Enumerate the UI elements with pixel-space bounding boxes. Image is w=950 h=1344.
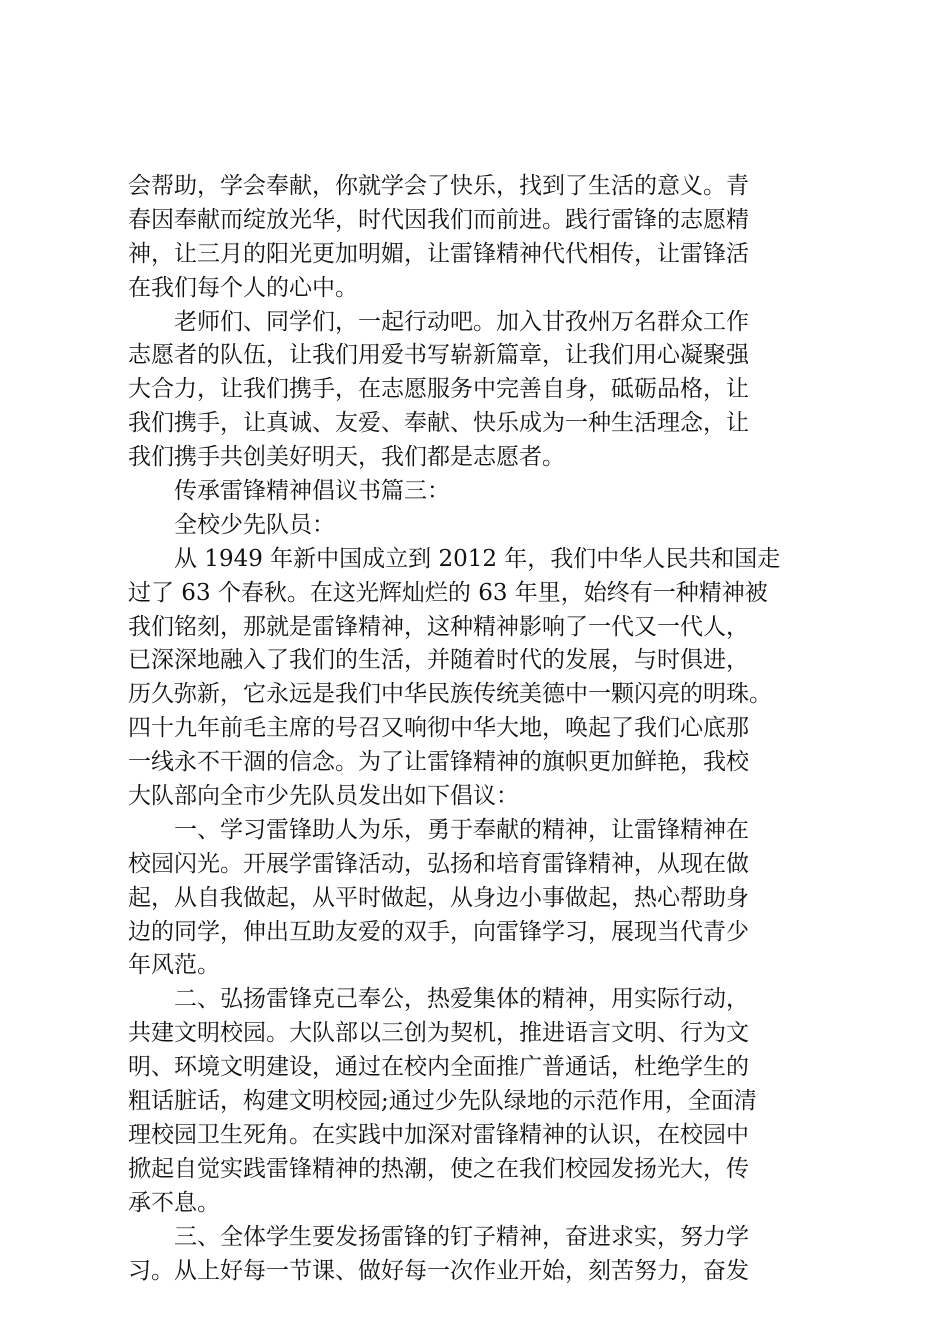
text-line: 四十九年前毛主席的号召又响彻中华大地，唤起了我们心底那	[128, 715, 749, 742]
text-line: 边的同学，伸出互助友爱的双手，向雷锋学习，展现当代青少	[128, 918, 749, 945]
document-body	[128, 170, 828, 1288]
section-heading: 传承雷锋精神倡议书篇三：	[174, 478, 450, 505]
paragraph-start-line: 一、学习雷锋助人为乐，勇于奉献的精神，让雷锋精神在	[174, 816, 749, 843]
text-line: 理校园卫生死角。在实践中加深对雷锋精神的认识，在校园中	[128, 1121, 749, 1148]
text-line: 一线永不干涸的信念。为了让雷锋精神的旗帜更加鲜艳，我校	[128, 749, 749, 776]
text-line: 过了 63 个春秋。在这光辉灿烂的 63 年里，始终有一种精神被	[128, 579, 768, 606]
paragraph-start-line: 二、弘扬雷锋克己奉公，热爱集体的精神，用实际行动，	[174, 986, 749, 1013]
text-line: 承不息。	[128, 1189, 220, 1216]
paragraph-start-line: 老师们、同学们，一起行动吧。加入甘孜州万名群众工作	[174, 308, 749, 335]
text-line: 年风范。	[128, 952, 220, 979]
text-line: 春因奉献而绽放光华，时代因我们而前进。践行雷锋的志愿精	[128, 206, 749, 233]
paragraph-start-line: 从 1949 年新中国成立到 2012 年，我们中华人民共和国走	[174, 545, 781, 572]
text-line: 明、环境文明建设，通过在校内全面推广普通话，杜绝学生的	[128, 1054, 749, 1081]
text-line: 大队部向全市少先队员发出如下倡议：	[128, 783, 519, 810]
text-line: 历久弥新，它永远是我们中华民族传统美德中一颗闪亮的明珠。	[128, 681, 772, 708]
text-line: 共建文明校园。大队部以三创为契机，推进语言文明、行为文	[128, 1020, 749, 1047]
text-line: 习。从上好每一节课、做好每一次作业开始，刻苦努力，奋发	[128, 1257, 749, 1284]
text-line: 神，让三月的阳光更加明媚，让雷锋精神代代相传，让雷锋活	[128, 240, 749, 267]
text-line: 我们铭刻，那就是雷锋精神，这种精神影响了一代又一代人，	[128, 613, 749, 640]
text-line: 起，从自我做起，从平时做起，从身边小事做起，热心帮助身	[128, 884, 749, 911]
text-line: 已深深地融入了我们的生活，并随着时代的发展，与时俱进，	[128, 647, 749, 674]
salutation: 全校少先队员：	[174, 511, 335, 538]
text-line: 在我们每个人的心中。	[128, 274, 358, 301]
text-line: 校园闪光。开展学雷锋活动，弘扬和培育雷锋精神，从现在做	[128, 850, 749, 877]
text-line: 我们携手，让真诚、友爱、奉献、快乐成为一种生活理念，让	[128, 410, 749, 437]
text-line: 掀起自觉实践雷锋精神的热潮，使之在我们校园发扬光大，传	[128, 1155, 749, 1182]
text-line: 志愿者的队伍，让我们用爱书写崭新篇章，让我们用心凝聚强	[128, 342, 749, 369]
text-line: 会帮助，学会奉献，你就学会了快乐，找到了生活的意义。青	[128, 173, 749, 199]
text-line: 大合力，让我们携手，在志愿服务中完善自身，砥砺品格，让	[128, 376, 749, 403]
text-line: 粗话脏话，构建文明校园;通过少先队绿地的示范作用，全面清	[128, 1088, 757, 1115]
paragraph-start-line: 三、全体学生要发扬雷锋的钉子精神，奋进求实，努力学	[174, 1223, 749, 1250]
text-line: 我们携手共创美好明天，我们都是志愿者。	[128, 444, 565, 471]
